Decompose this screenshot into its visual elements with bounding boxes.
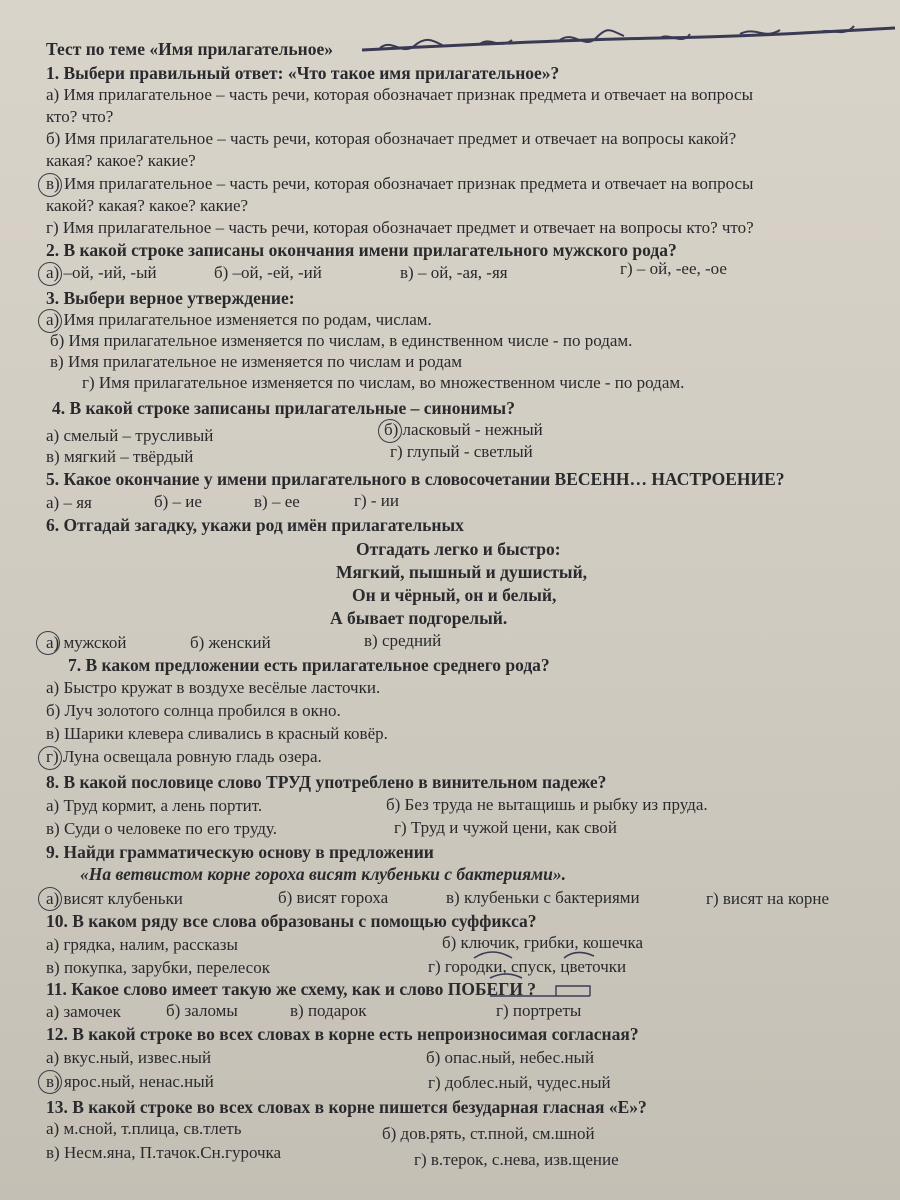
riddle-line-4: А бывает подгорелый. <box>330 608 508 628</box>
q12-option-g: г) доблес.ный, чудес.ный <box>428 1073 611 1092</box>
q7-option-a: а) Быстро кружат в воздухе весёлые ласточки. <box>46 678 381 697</box>
q9-option-a: а) висят клубеньки <box>46 889 183 908</box>
question-11: 11. Какое слово имеет такую же схему, как и слово ПОБЕГИ ? <box>46 979 537 999</box>
q2-option-b: б) –ой, -ей, -ий <box>214 263 322 282</box>
question-12: 12. В какой строке во всех словах в корне есть непроизносимая согласная? <box>46 1024 639 1044</box>
q10-option-b: б) ключик, грибки, кошечка <box>442 933 644 952</box>
q13-option-b: б) дов.рять, ст.пной, см.шной <box>382 1124 595 1143</box>
q8-option-a: а) Труд кормит, а лень портит. <box>46 796 263 815</box>
q13-option-a: а) м.сной, т.плица, св.тлеть <box>46 1119 242 1138</box>
q10-option-g: г) городки, спуск, цветочки <box>428 957 627 976</box>
q4-option-g: г) глупый - светлый <box>390 442 533 461</box>
answer-circle-q3 <box>38 309 62 333</box>
q11-option-g: г) портреты <box>496 1001 582 1020</box>
q1-option-b-line2: какая? какое? какие? <box>46 151 196 170</box>
question-13: 13. В какой строке во всех словах в корне пишется безударная гласная «Е»? <box>46 1097 647 1117</box>
q13-option-v: в) Несм.яна, П.тачок.Сн.гурочка <box>46 1143 282 1162</box>
q9-option-g: г) висят на корне <box>706 889 829 908</box>
q1-option-b-line1: б) Имя прилагательное – часть речи, которая обозначает предмет и отвечает на вопросы какой? <box>46 129 737 148</box>
q9-option-v: в) клубеньки с бактериями <box>446 888 640 907</box>
handwritten-word-marks <box>472 946 602 960</box>
q1-option-a-line2: кто? что? <box>46 107 114 126</box>
q5-option-a: а) – яя <box>46 493 92 512</box>
q7-option-g: г) Луна освещала ровную гладь озера. <box>46 747 322 766</box>
question-3: 3. Выбери верное утверждение: <box>46 288 295 308</box>
q9-sentence: «На ветвистом корне гороха висят клубеньки с бактериями». <box>80 864 566 884</box>
q12-option-a: а) вкус.ный, извес.ный <box>46 1048 212 1067</box>
question-10: 10. В каком ряду все слова образованы с помощью суффикса? <box>46 911 537 931</box>
question-4: 4. В какой строке записаны прилагательные – синонимы? <box>52 398 515 418</box>
q12-option-v: в) ярос.ный, ненас.ный <box>46 1072 214 1091</box>
q11-option-v: в) подарок <box>290 1001 367 1020</box>
q3-option-g: г) Имя прилагательное изменяется по числам, во множественном числе - по родам. <box>82 373 685 392</box>
q8-option-v: в) Суди о человеке по его труду. <box>46 819 277 838</box>
q6-option-a: а) мужской <box>46 633 127 652</box>
q3-option-a: а) Имя прилагательное изменяется по родам, числам. <box>46 310 432 329</box>
q3-option-b: б) Имя прилагательное изменяется по числам, в единственном числе - по родам. <box>50 331 633 350</box>
q1-option-v-line2: какой? какая? какое? какие? <box>46 196 249 215</box>
question-1: 1. Выбери правильный ответ: «Что такое имя прилагательное»? <box>46 63 560 83</box>
q2-option-v: в) – ой, -ая, -яя <box>400 263 508 282</box>
answer-circle-q1 <box>38 173 62 197</box>
riddle-line-2: Мягкий, пышный и душистый, <box>336 562 588 582</box>
q5-option-b: б) – ие <box>154 492 202 511</box>
riddle-line-1: Отгадать легко и быстро: <box>356 539 561 559</box>
q3-option-v: в) Имя прилагательное не изменяется по числам и родам <box>50 352 463 371</box>
q6-option-b: б) женский <box>190 633 271 652</box>
q8-option-b: б) Без труда не вытащишь и рыбку из пруда. <box>386 795 708 814</box>
q10-option-a: а) грядка, налим, рассказы <box>46 935 238 954</box>
question-9: 9. Найди грамматическую основу в предложении <box>46 842 434 862</box>
q4-option-a: а) смелый – трусливый <box>46 426 214 445</box>
q12-option-b: б) опас.ный, небес.ный <box>426 1048 595 1067</box>
q9-option-b: б) висят гороха <box>278 888 389 907</box>
q10-option-v: в) покупка, зарубки, перелесок <box>46 958 270 977</box>
q11-option-a: а) замочек <box>46 1002 121 1021</box>
answer-circle-q12 <box>38 1070 62 1094</box>
page-title: Тест по теме «Имя прилагательное» <box>46 39 333 59</box>
question-2: 2. В какой строке записаны окончания имени прилагательного мужского рода? <box>46 240 677 260</box>
q1-option-g: г) Имя прилагательное – часть речи, которая обозначает предмет и отвечает на вопросы кто? что? <box>46 218 754 237</box>
q7-option-v: в) Шарики клевера сливались в красный ковёр. <box>46 724 388 743</box>
riddle-line-3: Он и чёрный, он и белый, <box>352 585 557 605</box>
q11-option-b: б) заломы <box>166 1001 238 1020</box>
q5-option-v: в) – ее <box>254 492 300 511</box>
q1-option-a-line1: а) Имя прилагательное – часть речи, которая обозначает признак предмета и отвечает на вопросы <box>46 85 753 104</box>
question-5: 5. Какое окончание у имени прилагательного в словосочетании ВЕСЕНН… НАСТРОЕНИЕ? <box>46 469 785 489</box>
q6-option-v: в) средний <box>364 631 442 650</box>
q2-option-a: а) –ой, -ий, -ый <box>46 263 157 282</box>
question-6: 6. Отгадай загадку, укажи род имён прилагательных <box>46 515 464 535</box>
handwritten-word-scheme <box>486 972 606 998</box>
q7-option-b: б) Луч золотого солнца пробился в окно. <box>46 701 341 720</box>
answer-circle-q2 <box>38 262 62 286</box>
q5-option-g: г) - ии <box>354 491 399 510</box>
q13-option-g: г) в.терок, с.нева, изв.щение <box>414 1150 619 1169</box>
q4-option-v: в) мягкий – твёрдый <box>46 447 194 466</box>
q8-option-g: г) Труд и чужой цени, как свой <box>394 818 618 837</box>
answer-circle-q4 <box>378 419 402 443</box>
q1-option-v-line1: в) Имя прилагательное – часть речи, которая обозначает признак предмета и отвечает на вопросы <box>46 174 754 193</box>
answer-circle-q9 <box>38 887 62 911</box>
question-8: 8. В какой пословице слово ТРУД употреблено в винительном падеже? <box>46 772 607 792</box>
question-7: 7. В каком предложении есть прилагательное среднего рода? <box>68 655 550 675</box>
q4-option-b: б) ласковый - нежный <box>384 420 543 439</box>
answer-circle-q7 <box>38 746 62 770</box>
handwritten-name-scribble <box>360 24 900 64</box>
q2-option-g: г) – ой, -ее, -ое <box>620 259 727 278</box>
answer-circle-q6 <box>36 631 60 655</box>
